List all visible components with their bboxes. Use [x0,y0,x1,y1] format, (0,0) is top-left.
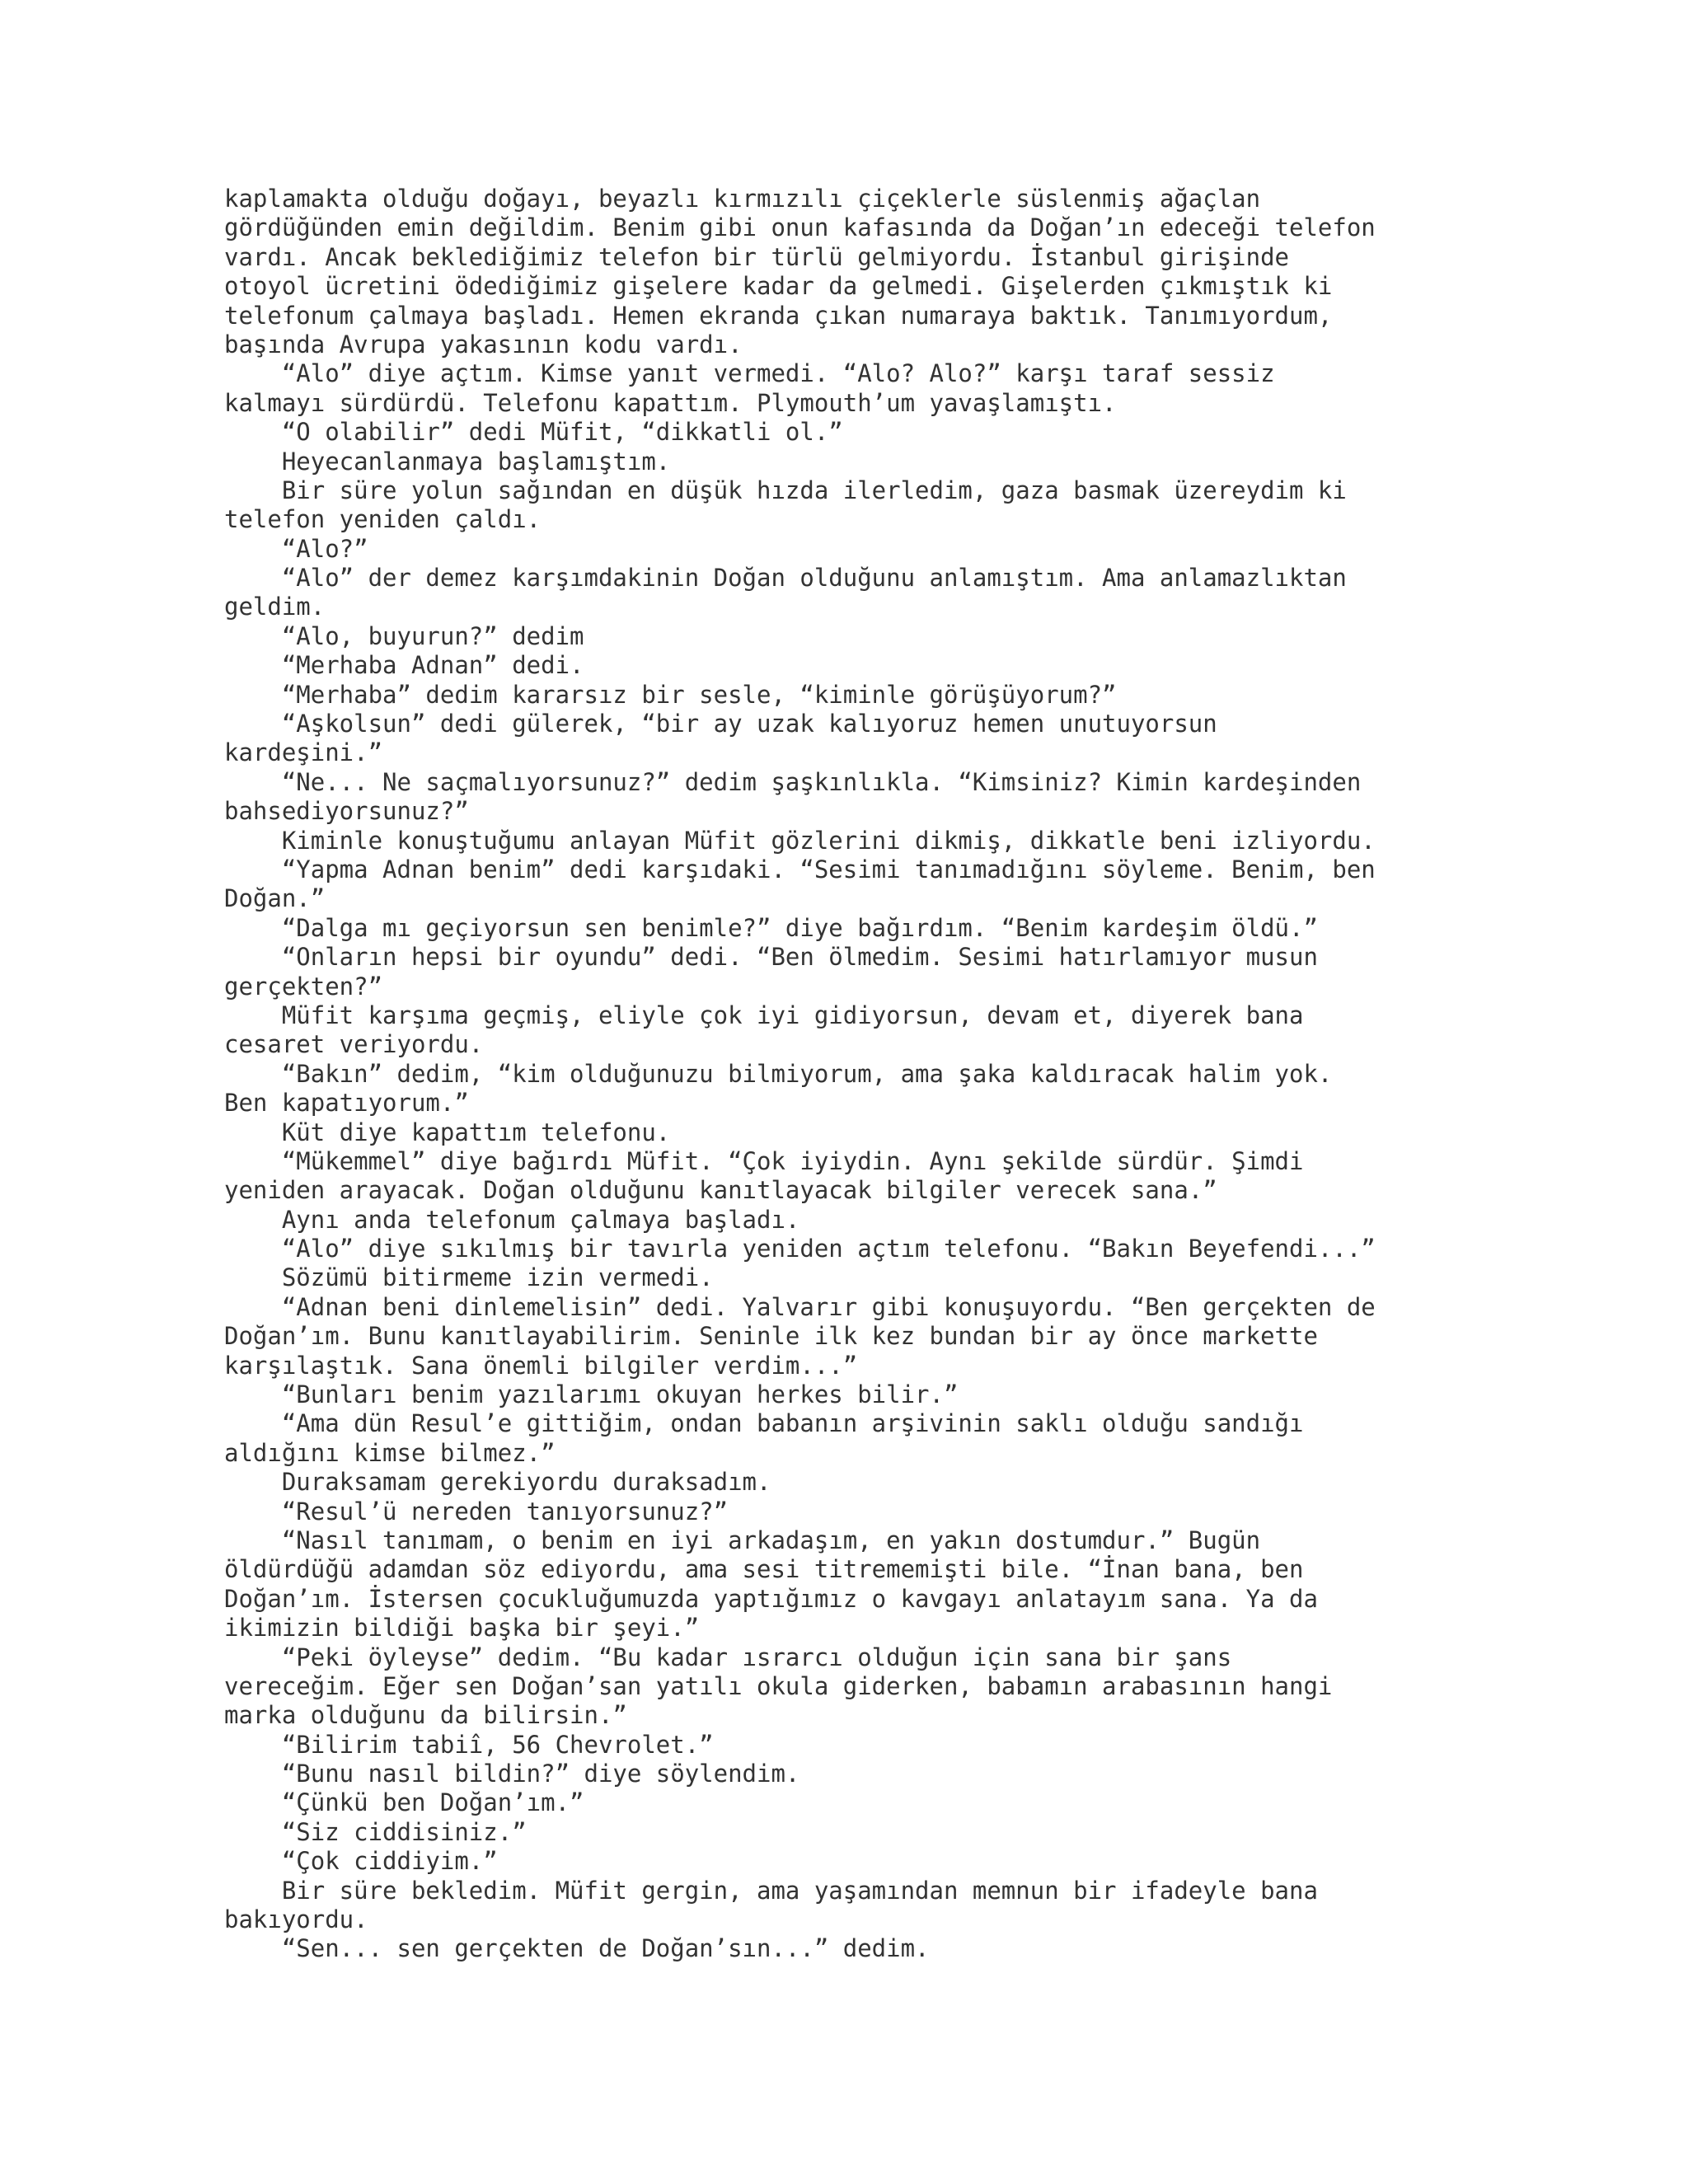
text-line: Aynı anda telefonum çalmaya başladı. [224,1205,800,1234]
text-line: telefon yeniden çaldı. [224,505,542,534]
text-line: “O olabilir” dedi Müfit, “dikkatli ol.” [224,418,843,447]
text-line: ikimizin bildiği başka bir şeyi.” [224,1614,700,1643]
text-line: gördüğünden emin değildim. Benim gibi onun kafasında da Doğan’ın edeceği telefon [224,213,1376,242]
text-line: “Yapma Adnan benim” dedi karşıdaki. “Sesimi tanımadığını söyleme. Benim, ben [224,855,1376,883]
text-line: “Adnan beni dinlemelisin” dedi. Yalvarır gibi konuşuyordu. “Ben gerçekten de [224,1292,1376,1321]
text-line: Doğan’ım. İstersen çocukluğumuzda yaptığımız o kavgayı anlatayım sana. Ya da [224,1584,1318,1613]
text-line: “Bakın” dedim, “kim olduğunuzu bilmiyorum, ama şaka kaldıracak halim yok. [224,1059,1333,1088]
text-line: “Mükemmel” diye bağırdı Müfit. “Çok iyiydin. Aynı şekilde sürdür. Şimdi [224,1146,1304,1175]
text-line: Bir süre bekledim. Müfit gergin, ama yaşamından memnun bir ifadeyle bana [224,1876,1318,1905]
text-line: Heyecanlanmaya başlamıştım. [224,447,671,476]
text-line: “Çok ciddiyim.” [224,1847,498,1876]
text-line: Müfit karşıma geçmiş, eliyle çok iyi gidiyorsun, devam et, diyerek bana [224,1001,1304,1029]
text-line: Doğan.” [224,884,326,913]
text-line: vardı. Ancak beklediğimiz telefon bir türlü gelmiyordu. İstanbul girişinde [224,242,1290,271]
text-line: “Bilirim tabiî, 56 Chevrolet.” [224,1730,714,1759]
text-line: Bir süre yolun sağından en düşük hızda ilerledim, gaza basmak üzereydim ki [224,476,1347,504]
text-line: kaplamakta olduğu doğayı, beyazlı kırmızılı çiçeklerle süslenmiş ağaçlan [224,185,1261,213]
text-line: “Merhaba Adnan” dedi. [224,651,584,680]
text-line: “Dalga mı geçiyorsun sen benimle?” diye bağırdım. “Benim kardeşim öldü.” [224,913,1318,942]
text-line: vereceğim. Eğer sen Doğan’san yatılı okula giderken, babamın arabasının hangi [224,1671,1333,1700]
text-line: cesaret veriyordu. [224,1030,484,1059]
text-line: Duraksamam gerekiyordu duraksadım. [224,1468,771,1497]
text-line: Doğan’ım. Bunu kanıtlayabilirim. Seninle ilk kez bundan bir ay önce markette [224,1322,1318,1351]
text-line: “Alo” der demez karşımdakinin Doğan olduğunu anlamıştım. Ama anlamazlıktan [224,564,1347,593]
text-line: bakıyordu. [224,1905,368,1934]
text-line: yeniden arayacak. Doğan olduğunu kanıtlayacak bilgiler verecek sana.” [224,1176,1217,1205]
text-line: Ben kapatıyorum.” [224,1089,469,1118]
text-line: “Bunları benim yazılarımı okuyan herkes bilir.” [224,1380,959,1409]
text-line: “Çünkü ben Doğan’ım.” [224,1788,584,1817]
text-line: “Alo?” [224,534,368,563]
body-text [224,185,1510,1964]
text-line: “Aşkolsun” dedi gülerek, “bir ay uzak kalıyoruz hemen unutuyorsun [224,710,1217,738]
text-line: kardeşini.” [224,738,383,767]
text-line: otoyol ücretini ödediğimiz gişelere kadar da gelmedi. Gişelerden çıkmıştık ki [224,272,1333,301]
text-line: marka olduğunu da bilirsin.” [224,1701,627,1730]
text-line: “Sen... sen gerçekten de Doğan’sın...” dedim. [224,1934,930,1963]
text-line: “Merhaba” dedim kararsız bir sesle, “kiminle görüşüyorum?” [224,680,1117,709]
text-line: “Ama dün Resul’e gittiğim, ondan babanın arşivinin saklı olduğu sandığı [224,1409,1304,1438]
text-line: karşılaştık. Sana önemli bilgiler verdim...” [224,1351,858,1380]
text-line: “Resul’ü nereden tanıyorsunuz?” [224,1497,729,1526]
text-line: Küt diye kapattım telefonu. [224,1118,671,1146]
text-line: “Alo, buyurun?” dedim [224,621,584,650]
text-line: “Siz ciddisiniz.” [224,1817,527,1846]
text-line: “Ne... Ne saçmalıyorsunuz?” dedim şaşkınlıkla. “Kimsiniz? Kimin kardeşinden [224,767,1362,796]
text-line: başında Avrupa yakasının kodu vardı. [224,330,743,359]
text-line: geldim. [224,593,326,621]
text-line: Sözümü bitirmeme izin vermedi. [224,1263,714,1292]
text-line: öldürdüğü adamdan söz ediyordu, ama sesi titrememişti bile. “İnan bana, ben [224,1555,1304,1584]
text-line: “Alo” diye açtım. Kimse yanıt vermedi. “Alo? Alo?” karşı taraf sessiz [224,359,1275,388]
text-line: gerçekten?” [224,972,383,1001]
text-line: telefonum çalmaya başladı. Hemen ekranda çıkan numaraya baktık. Tanımıyordum, [224,301,1333,330]
text-line: “Nasıl tanımam, o benim en iyi arkadaşım, en yakın dostumdur.” Bugün [224,1526,1261,1554]
text-line: Kiminle konuştuğumu anlayan Müfit gözlerini dikmiş, dikkatle beni izliyordu. [224,826,1376,855]
text-line: “Onların hepsi bir oyundu” dedi. “Ben ölmedim. Sesimi hatırlamıyor musun [224,943,1318,972]
text-line: “Peki öyleyse” dedim. “Bu kadar ısrarcı olduğun için sana bir şans [224,1643,1232,1671]
text-line: “Bunu nasıl bildin?” diye söylendim. [224,1760,800,1788]
text-line: kalmayı sürdürdü. Telefonu kapattım. Plymouth’um yavaşlamıştı. [224,388,1117,417]
text-line: aldığını kimse bilmez.” [224,1438,556,1467]
text-line: “Alo” diye sıkılmış bir tavırla yeniden açtım telefonu. “Bakın Beyefendi...” [224,1235,1376,1263]
text-line: bahsediyorsunuz?” [224,797,469,826]
